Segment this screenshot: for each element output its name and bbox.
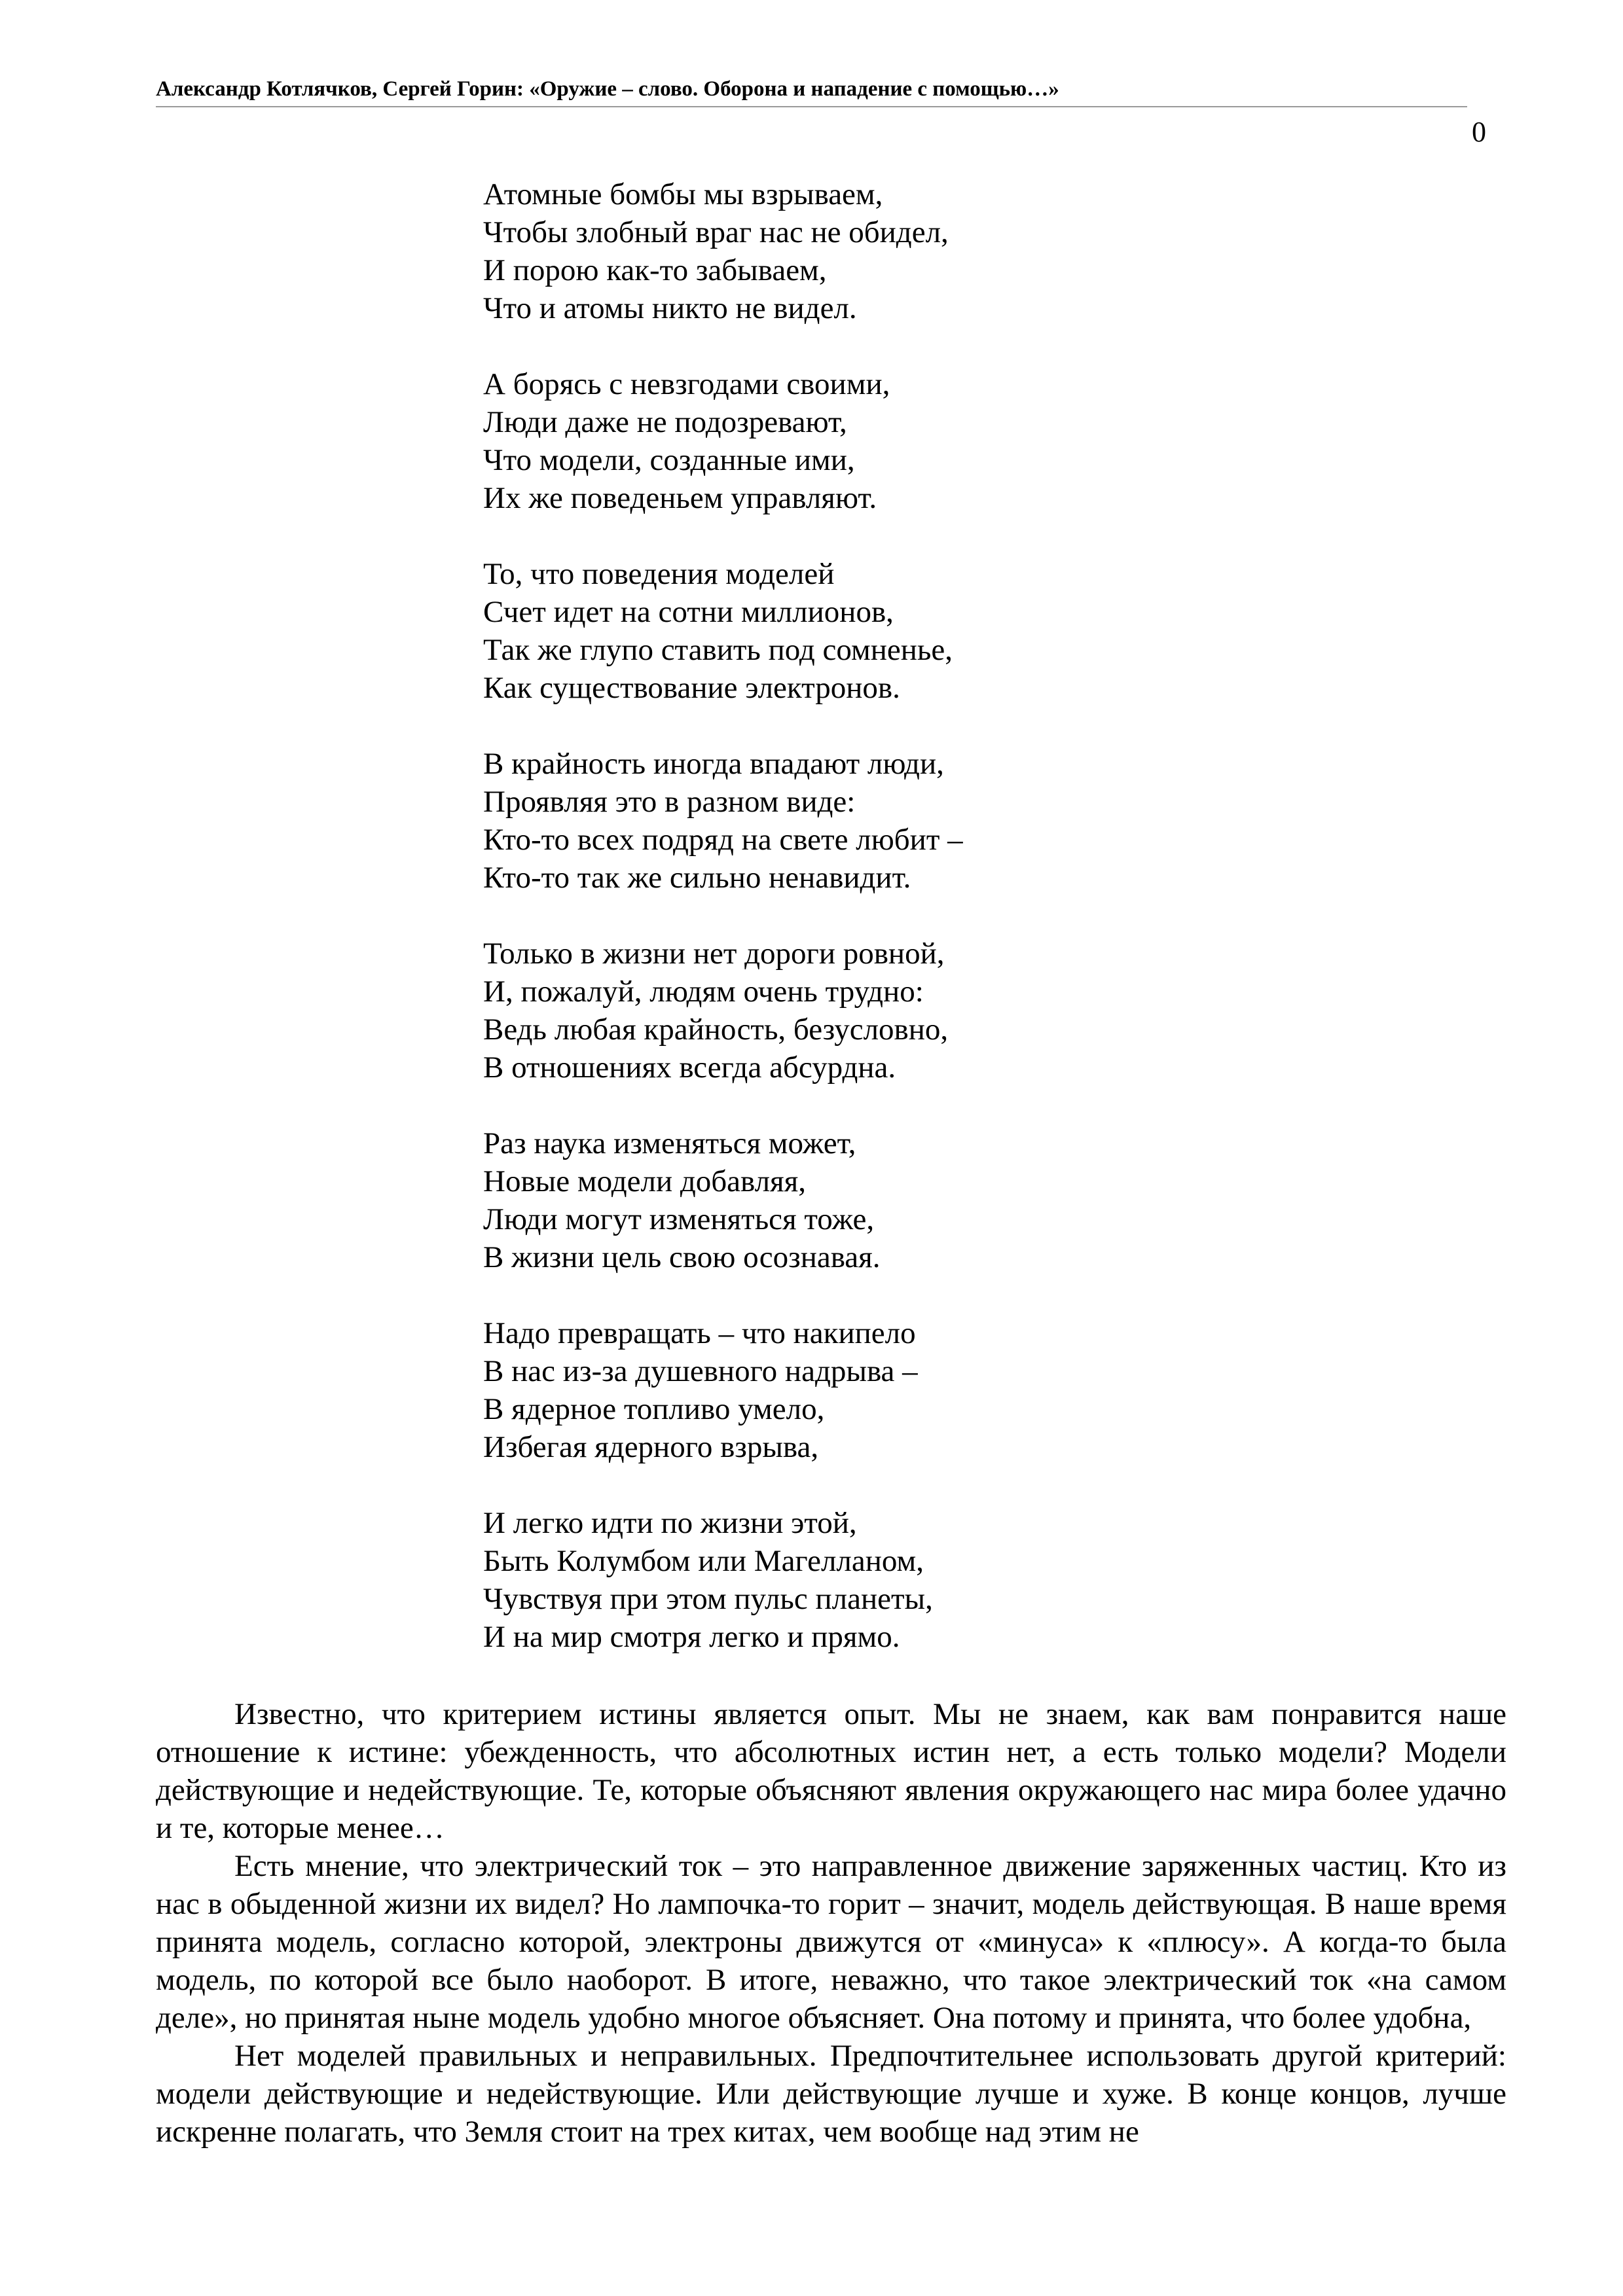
- verse-line: Новые модели добавляя,: [483, 1164, 807, 1198]
- stanza: [483, 745, 1334, 897]
- verse-line: Что модели, созданные ими,: [483, 443, 855, 477]
- verse-line: Чтобы злобный враг нас не обидел,: [483, 215, 949, 249]
- verse-line: Раз наука изменяться может,: [483, 1126, 856, 1160]
- stanza: [483, 1124, 1334, 1276]
- verse-line: В крайность иногда впадают люди,: [483, 747, 944, 781]
- verse-line: Люди могут изменяться тоже,: [483, 1202, 875, 1236]
- paragraph: Нет моделей правильных и неправильных. Предпочтительнее использовать другой критерий: модели действующие и недействующие. Или действующие лучше и хуже. В конце концов, лучше искренне полагать, что Земля стоит на трех китах, чем вообще над этим не: [156, 2039, 1506, 2149]
- stanza: [483, 1314, 1334, 1466]
- paragraph: Известно, что критерием истины является опыт. Мы не знаем, как вам понравится наше отношение к истине: убежденность, что абсолютных истин нет, а есть только модели? Модели действующие и недействующие. Те, которые объясняют явления окружающего нас мира более удачно и те, которые менее…: [156, 1697, 1506, 1845]
- running-header: Александр Котлячков, Сергей Горин: «Оружие – слово. Оборона и нападение с помощью…»: [156, 77, 1059, 101]
- verse-line: Только в жизни нет дороги ровной,: [483, 937, 945, 971]
- verse-line: Как существование электронов.: [483, 671, 900, 705]
- verse-line: В нас из-за душевного надрыва –: [483, 1354, 918, 1388]
- verse-line: Что и атомы никто не видел.: [483, 291, 857, 325]
- verse-line: А борясь с невзгодами своими,: [483, 367, 890, 401]
- stanza: [483, 1504, 1334, 1656]
- verse-line: В жизни цель свою осознавая.: [483, 1240, 881, 1274]
- paragraph: Есть мнение, что электрический ток – это направленное движение заряженных частиц. Кто из нас в обыденной жизни их видел? Но лампочка-то горит – значит, модель действующая. В наше время принята модель, согласно которой, электроны движутся от «минуса» к «плюсу». А когда-то была модель, по которой все было наоборот. В итоге, неважно, что такое электрический ток «на самом деле», но принятая ныне модель удобно многое объясняет. Она потому и принята, что более удобна,: [156, 1849, 1506, 2035]
- verse-line: Их же поведеньем управляют.: [483, 481, 877, 515]
- stanza: [483, 365, 1334, 517]
- header-divider: [156, 106, 1467, 107]
- verse-line: Проявляя это в разном виде:: [483, 785, 856, 819]
- verse-line: Счет идет на сотни миллионов,: [483, 595, 894, 629]
- verse-line: И, пожалуй, людям очень трудно:: [483, 975, 924, 1009]
- stanza: [483, 555, 1334, 707]
- verse-line: Ведь любая крайность, безусловно,: [483, 1013, 949, 1047]
- stanza: [483, 935, 1334, 1086]
- stanza: [483, 175, 1334, 327]
- verse-line: Надо превращать – что накипело: [483, 1316, 916, 1350]
- verse-line: Кто-то всех подряд на свете любит –: [483, 823, 963, 857]
- verse-line: В отношениях всегда абсурдна.: [483, 1050, 896, 1085]
- verse-line: Чувствуя при этом пульс планеты,: [483, 1582, 933, 1616]
- verse-line: Так же глупо ставить под сомненье,: [483, 633, 953, 667]
- verse-line: Избегая ядерного взрыва,: [483, 1430, 819, 1464]
- verse-line: Кто-то так же сильно ненавидит.: [483, 861, 911, 895]
- poem: [483, 175, 1334, 1656]
- verse-line: В ядерное топливо умело,: [483, 1392, 825, 1426]
- verse-line: И на мир смотря легко и прямо.: [483, 1620, 900, 1654]
- verse-line: Атомные бомбы мы взрываем,: [483, 177, 883, 211]
- verse-line: Быть Колумбом или Магелланом,: [483, 1544, 924, 1578]
- verse-line: Люди даже не подозревают,: [483, 405, 847, 439]
- verse-line: И порою как-то забываем,: [483, 253, 827, 287]
- body-text: [156, 1695, 1506, 2151]
- verse-line: То, что поведения моделей: [483, 557, 835, 591]
- page-number: 0: [1472, 116, 1486, 148]
- verse-line: И легко идти по жизни этой,: [483, 1506, 857, 1540]
